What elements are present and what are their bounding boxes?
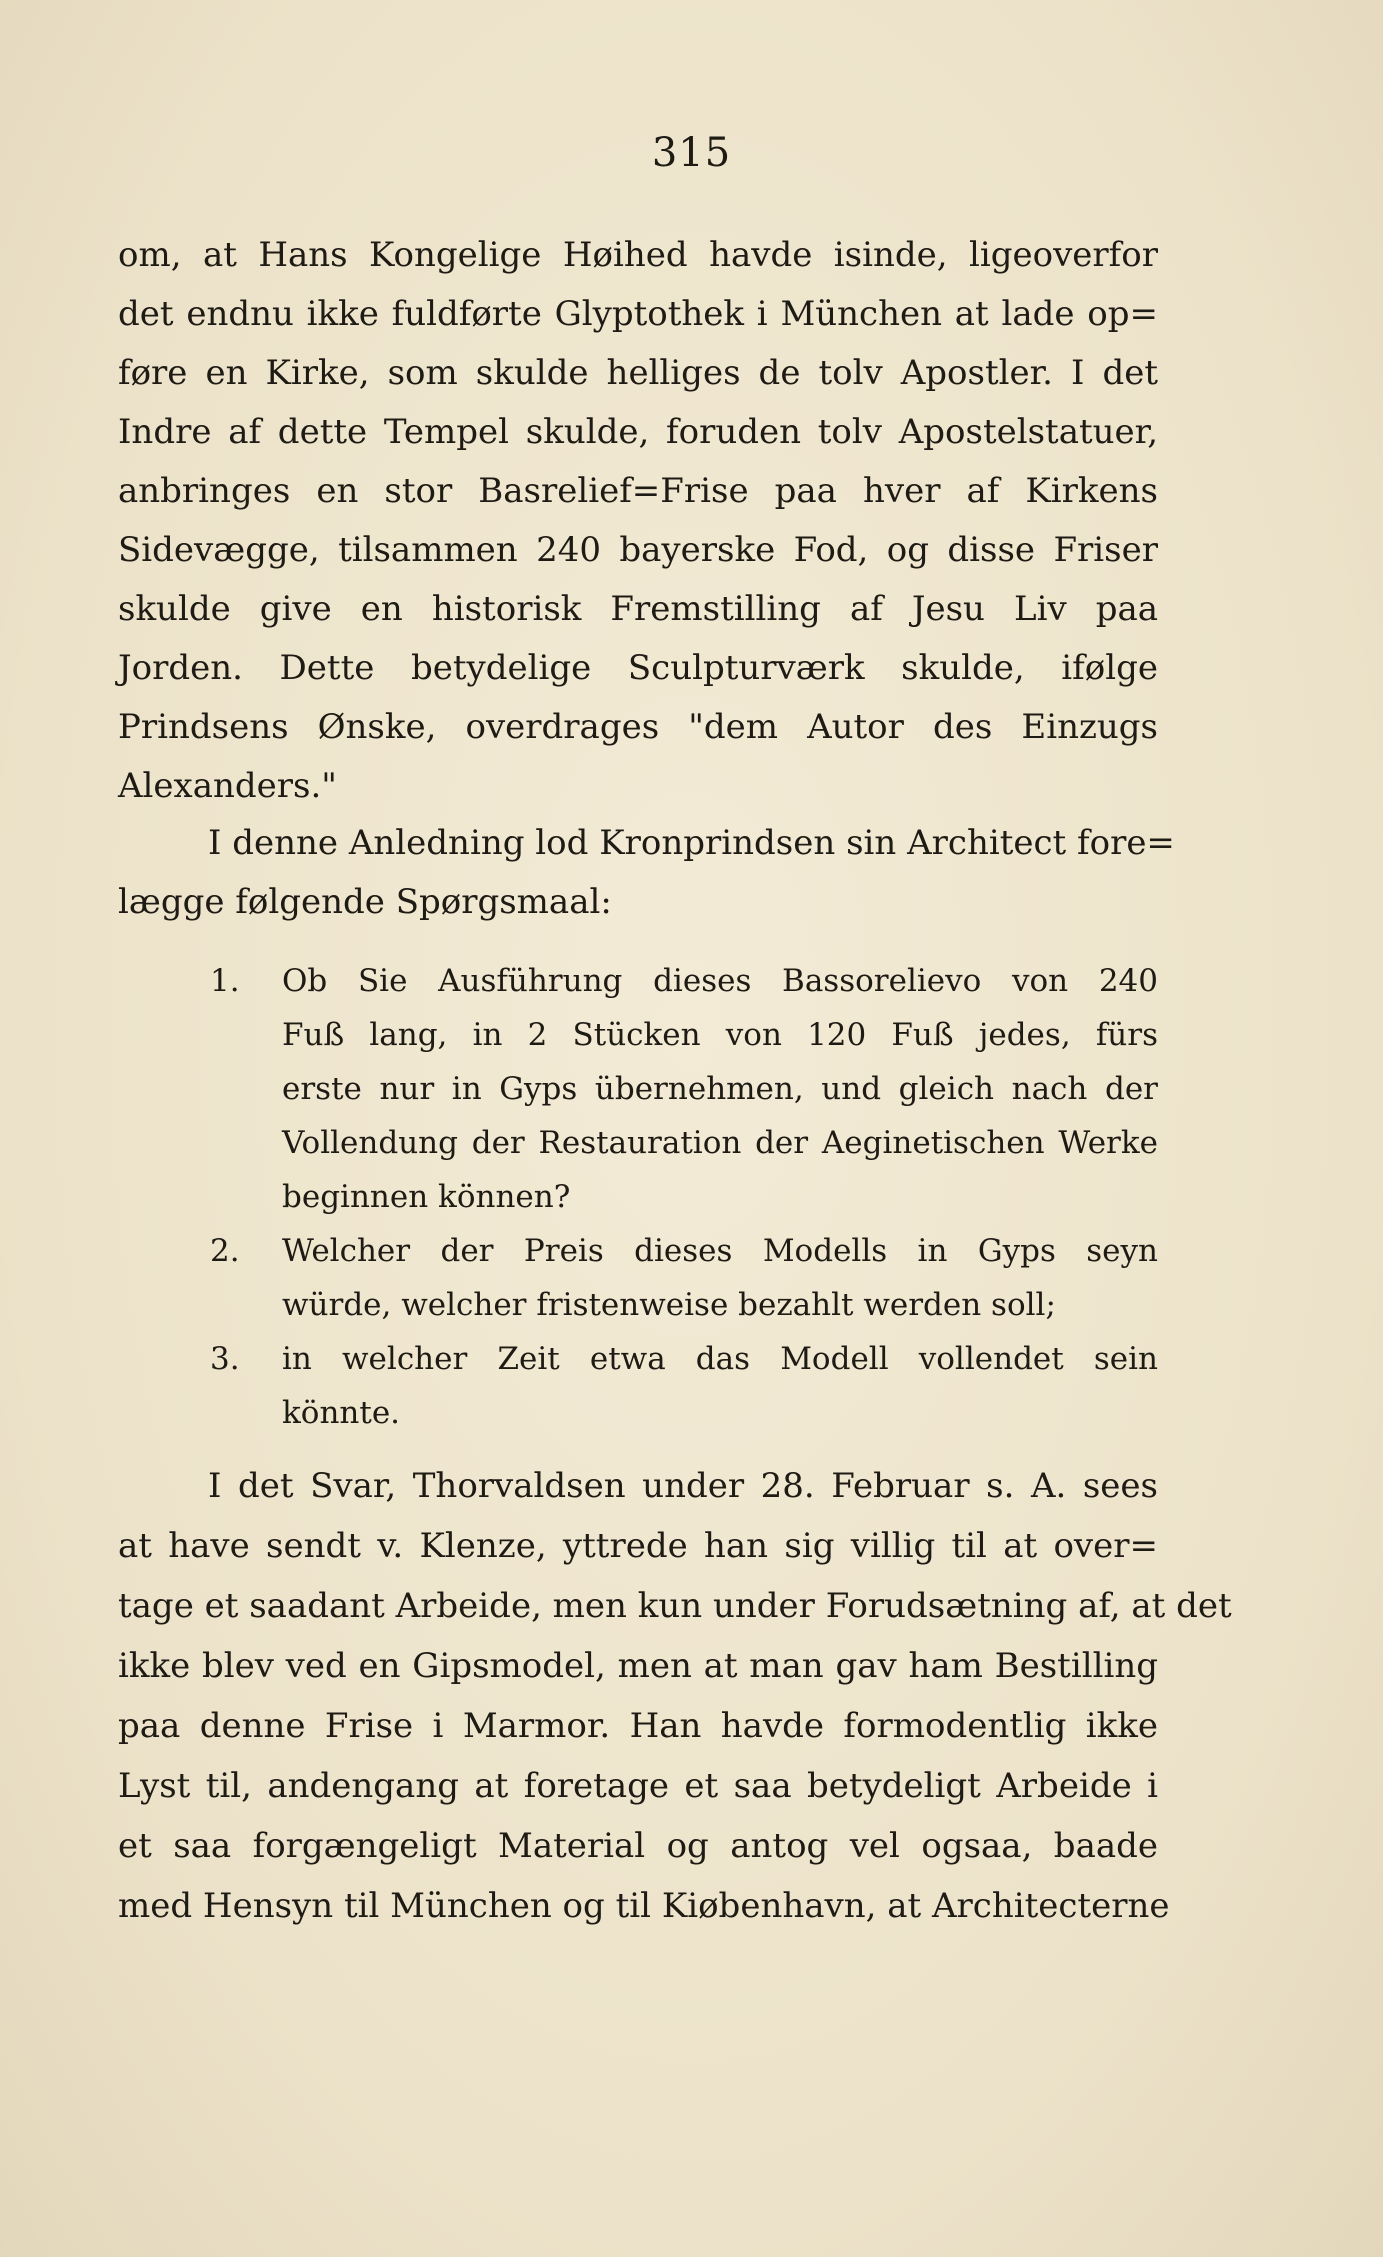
text-line: Sidevægge, tilsammen 240 bayerske Fod, og disse Friser [118,530,1158,570]
text-line: paa denne Frise i Marmor. Han havde formodentlig ikke [118,1706,1158,1746]
text-line: at have sendt v. Klenze, yttrede han sig villig til at over= [118,1526,1158,1566]
text-line: tage et saadant Arbeide, men kun under Forudsætning af, at det [118,1586,1232,1626]
page-number: 315 [651,130,732,176]
text-line: om, at Hans Kongelige Høihed havde isinde, ligeoverfor [118,235,1158,275]
text-line: med Hensyn til München og til Kiøbenhavn, at Architecterne [118,1886,1170,1926]
question-item [210,1332,1158,1440]
text-line: det endnu ikke fuldførte Glyptothek i München at lade op= [118,294,1158,334]
question-line: könnte. [282,1395,401,1431]
text-line: Prindsens Ønske, overdrages "dem Autor des Einzugs [118,707,1158,747]
text-line: Lyst til, andengang at foretage et saa betydeligt Arbeide i [118,1766,1158,1806]
question-line: in welcher Zeit etwa das Modell vollendet sein [282,1341,1158,1377]
question-line: Fuß lang, in 2 Stücken von 120 Fuß jedes, fürs [282,1017,1158,1053]
text-line: I denne Anledning lod Kronprindsen sin Architect fore= [208,823,1175,863]
text-line: Alexanders." [118,766,337,806]
text-line: Indre af dette Tempel skulde, foruden tolv Apostelstatuer, [118,412,1158,452]
text-line: ikke blev ved en Gipsmodel, men at man gav ham Bestilling [118,1646,1158,1686]
question-line: Welcher der Preis dieses Modells in Gyps seyn [282,1233,1158,1269]
question-line: erste nur in Gyps übernehmen, und gleich nach der [282,1071,1158,1107]
question-line: Vollendung der Restauration der Aeginetischen Werke [282,1125,1158,1161]
text-line: I det Svar, Thorvaldsen under 28. Februar s. A. sees [208,1466,1158,1506]
question-number: 2. [210,1233,240,1269]
paragraph-3 [118,1456,1232,1936]
question-list [210,954,1158,1440]
paragraph-2 [118,814,1175,932]
question-number: 1. [210,963,240,999]
question-item [210,1224,1158,1332]
question-line: beginnen können? [282,1179,571,1215]
question-line: Ob Sie Ausführung dieses Bassorelievo von 240 [282,963,1158,999]
text-line: anbringes en stor Basrelief=Frise paa hver af Kirkens [118,471,1158,511]
text-line: skulde give en historisk Fremstilling af Jesu Liv paa [118,589,1158,629]
text-line: føre en Kirke, som skulde helliges de tolv Apostler. I det [118,353,1158,393]
text-line: Jorden. Dette betydelige Sculpturværk skulde, ifølge [118,648,1158,688]
question-item [210,954,1158,1224]
text-line: lægge følgende Spørgsmaal: [118,882,612,922]
question-line: würde, welcher fristenweise bezahlt werden soll; [282,1287,1056,1323]
paragraph-1 [118,226,1158,816]
text-line: et saa forgængeligt Material og antog vel ogsaa, baade [118,1826,1158,1866]
question-number: 3. [210,1341,240,1377]
